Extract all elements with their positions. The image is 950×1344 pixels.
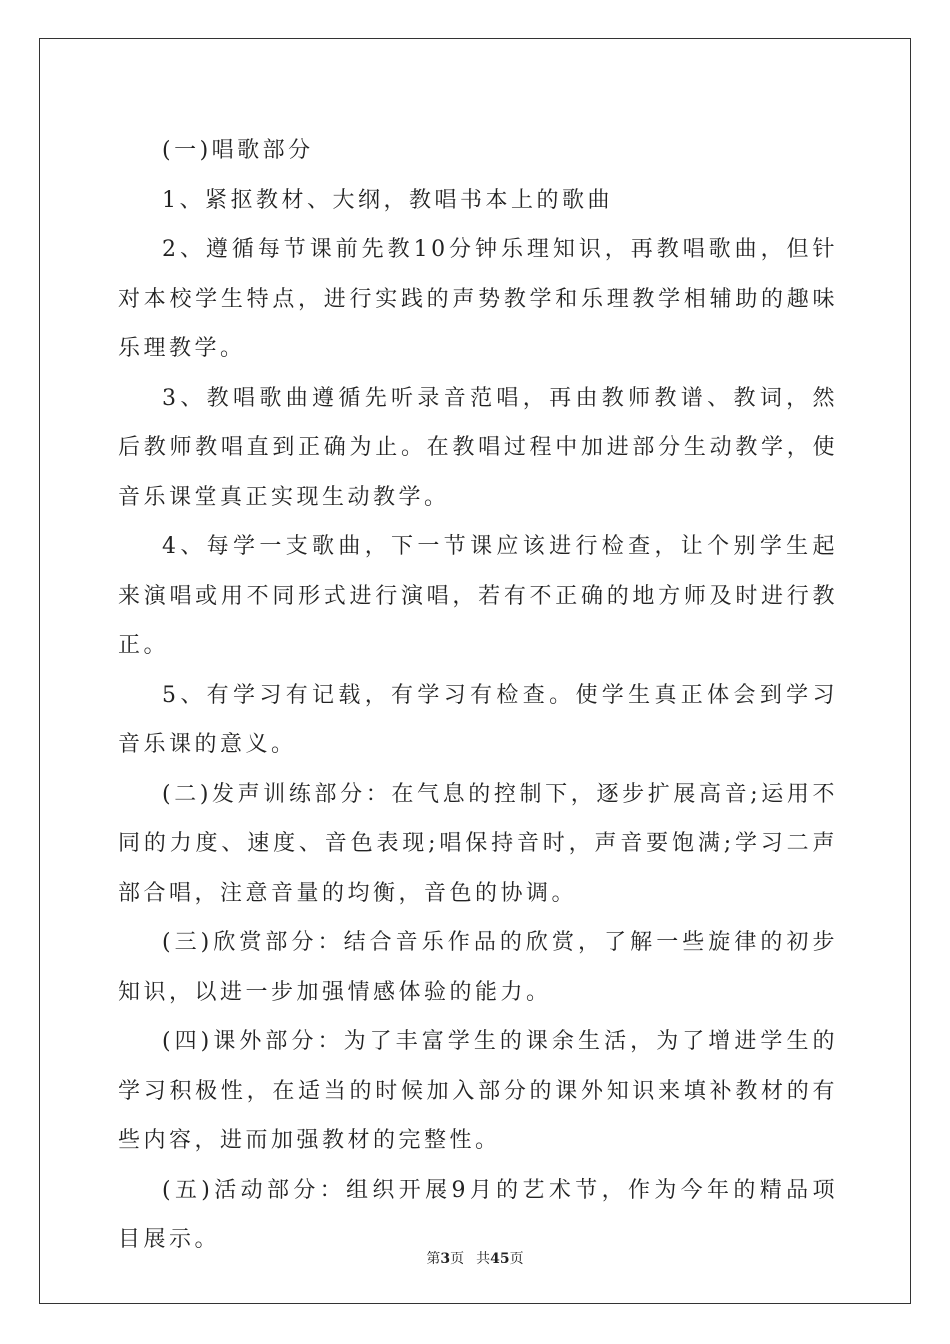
page-prefix: 第 [426,1251,441,1267]
page-suffix: 页 [450,1251,465,1267]
paragraph-item-5: 5、有学习有记载，有学习有检查。使学生真正体会到学习音乐课的意义。 [118,682,838,757]
paragraph-vocal-training: (二)发声训练部分：在气息的控制下，逐步扩展高音;运用不同的力度、速度、音色表现;唱保持音时，声音要饱满;学习二声部合唱，注意音量的均衡，音色的协调。 [118,781,838,906]
page-footer [0,1248,950,1268]
paragraph-item-4: 4、每学一支歌曲，下一节课应该进行检查，让个别学生起来演唱或用不同形式进行演唱，若有不正确的地方师及时进行教正。 [118,534,838,658]
paragraph-item-1: 1、紧抠教材、大纲，教唱书本上的歌曲 [162,187,613,213]
paragraph-item-3: 3、教唱歌曲遵循先听录音范唱，再由教师教谱、教词，然后教师教唱直到正确为止。在教唱过程中加进部分生动教学，使音乐课堂真正实现生动教学。 [118,385,838,510]
paragraph-appreciation: (三)欣赏部分：结合音乐作品的欣赏，了解一些旋律的初步知识，以进一步加强情感体验的能力。 [118,930,838,1005]
paragraph-extracurricular: (四)课外部分：为了丰富学生的课余生活，为了增进学生的学习积极性，在适当的时候加入部分的课外知识来填补教材的有些内容，进而加强教材的完整性。 [118,1029,838,1153]
paragraph-singing-heading: (一)唱歌部分 [162,138,314,163]
total-pages: 45 [490,1251,510,1267]
paragraph-item-2: 2、遵循每节课前先教10分钟乐理知识，再教唱歌曲，但针对本校学生特点，进行实践的声势教学和乐理教学相辅助的趣味乐理教学。 [118,237,838,361]
total-prefix: 共 [476,1251,491,1267]
paragraph-activities: (五)活动部分：组织开展9月的艺术节，作为今年的精品项目展示。 [118,1177,838,1252]
page-number: 3 [440,1251,451,1267]
document-body [118,126,838,1265]
total-suffix: 页 [509,1251,524,1267]
